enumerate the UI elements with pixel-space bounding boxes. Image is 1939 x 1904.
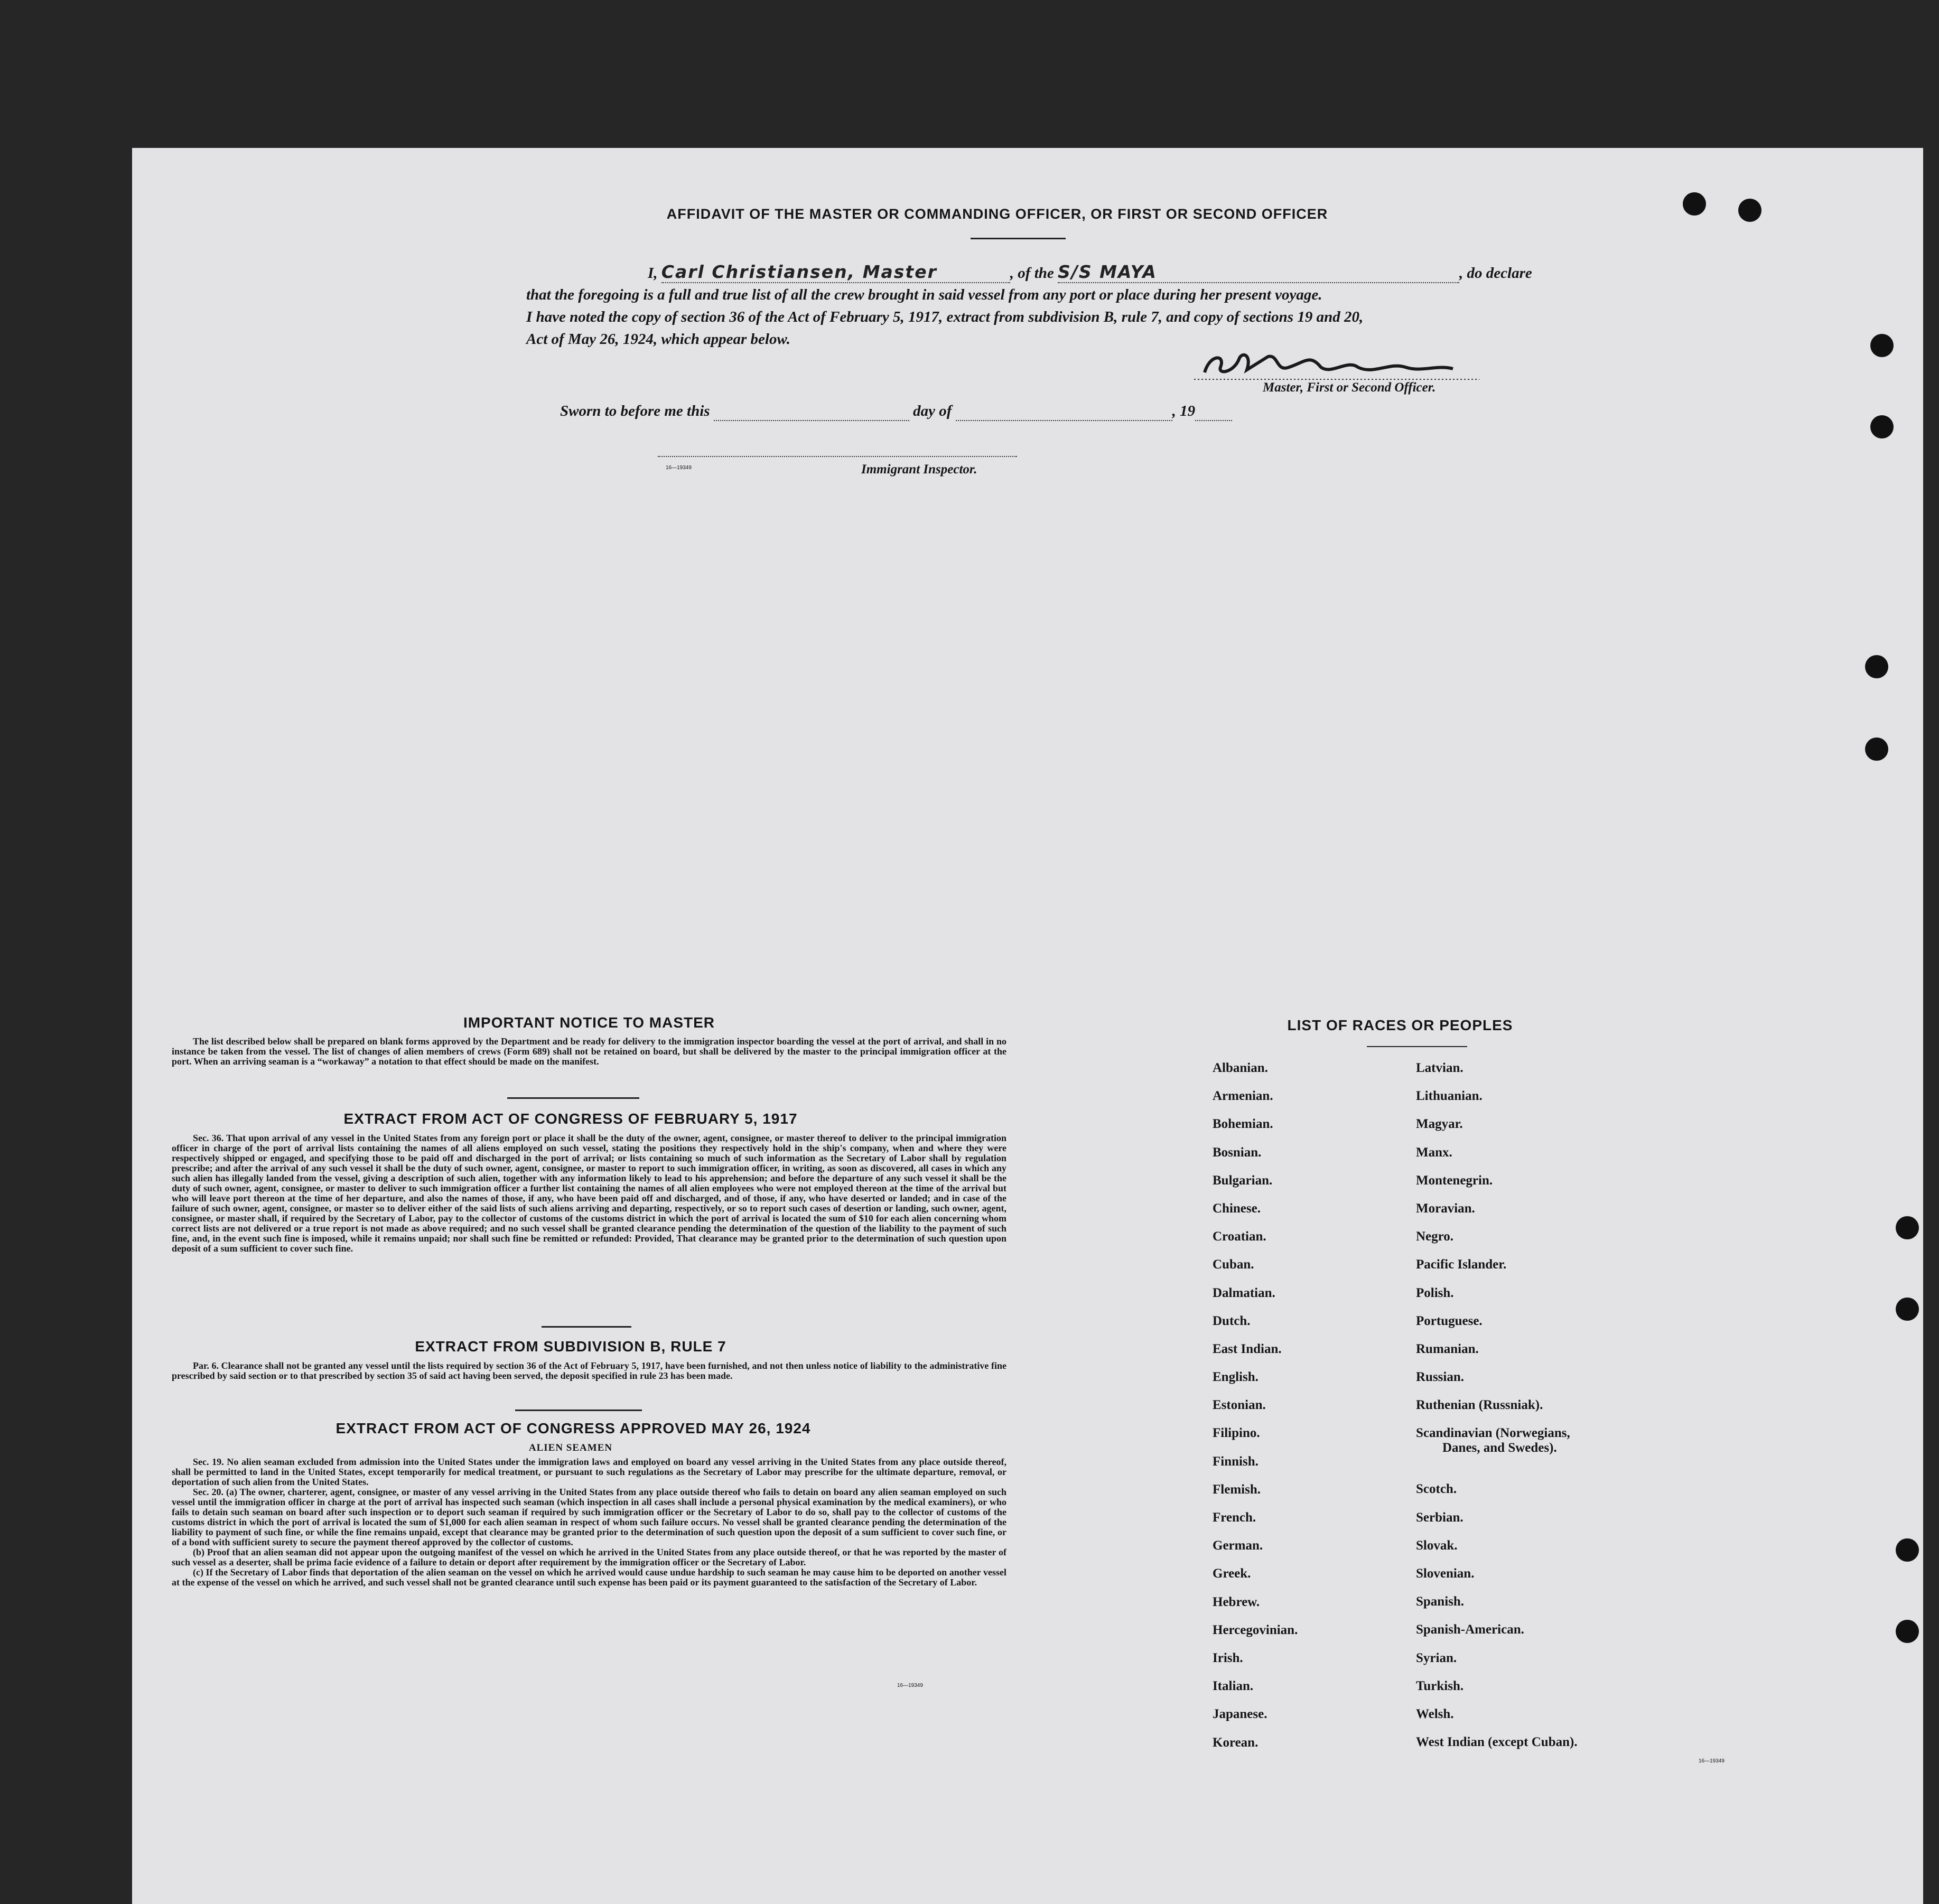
affidavit-line-1 [526,262,1636,283]
race-item: Pacific Islander. [1416,1257,1507,1272]
of-the-label: , of the [1010,265,1054,282]
sworn-line [560,403,1232,421]
race-item: Korean. [1213,1735,1259,1750]
section-divider [515,1410,642,1411]
punch-hole [1896,1216,1919,1239]
race-item: French. [1213,1510,1256,1525]
affidavit-title: AFFIDAVIT OF THE MASTER OR COMMANDING OFFICER, OR FIRST OR SECOND OFFICER [666,206,1328,222]
races-title: LIST OF RACES OR PEOPLES [1287,1017,1513,1033]
race-item: Dalmatian. [1213,1285,1275,1300]
rule7-title: EXTRACT FROM SUBDIVISION B, RULE 7 [415,1338,726,1355]
race-item: Finnish. [1213,1454,1259,1469]
punch-hole [1896,1298,1919,1321]
sec-36-paragraph: Sec. 36. That upon arrival of any vessel in the United States from any foreign port or place it shall be the duty of the owner, agent, consignee, or master thereof to deliver to the principal immigration officer in charge of the port of arrival lists containing the names of all aliens employed on such vessel, stating the positions they respectively hold in the ship's company, when and where they were respectively shipped or engaged, and specifying those to be paid off and discharged in the port of arrival; or lists containing so much of such information as the Secretary of Labor shall by regulation prescribe; and after the arrival of any such vessel it shall be the duty of such owner, agent, consignee, or master to report to such immigration officer, in writing, as soon as discovered, all cases in which any such alien has illegally landed from the vessel, giving a description of such alien, together with any information likely to lead to his apprehension; and before the departure of any such vessel it shall be the duty of such owner, agent, consignee, or master to deliver to such immigration officer a further list containing the names of all alien employees who were not employed thereon at the time of the arrival but who will leave port thereon at the time of her departure, and also the names of those, if any, who have been paid off and discharged, and of those, if any, who have deserted or landed; and in case of the failure of such owner, agent, consignee, or master so to deliver either of the said lists of such aliens arriving and departing, respectively, or so to report such cases of desertion or landing, such owner, agent, consignee, or master shall, if required by the Secretary of Labor, pay to the collector of customs of the customs district in which the port of arrival is located the sum of $10 for each alien concerning whom correct lists are not delivered or a true report is not made as above required; and no such vessel shall be granted clearance pending the determination of the question of the liability to the payment of such fine, and, in the event such fine is imposed, while it remains unpaid; nor shall such fine be remitted or refunded: Provided, That clearance may be granted prior to the determination of such question upon deposit of a sum sufficient to cover such fine. [172,1133,1006,1254]
master-name-field[interactable]: Carl Christiansen, Master [661,262,1010,283]
sec-19-paragraph: Sec. 19. No alien seaman excluded from admission into the United States under the immigration laws and employed on board any vessel arriving in the United States from any place outside thereof, shall be permitted to land in the United States, except temporarily for medical treatment, or pursuant to such regulations as the Secretary of Labor may prescribe for the ultimate departure, removal, or deportation of such alien from the United States. [172,1457,1006,1487]
affidavit-line-2: that the foregoing is a full and true list of all the crew brought in said vessel from any port or place during her present voyage. [526,286,1322,303]
form-number: 16—19349 [897,1683,923,1688]
race-item: Scandinavian (Norwegians, [1416,1426,1570,1441]
par-6-paragraph: Par. 6. Clearance shall not be granted any vessel until the lists required by section 36 of the Act of February 5, 1917, have been furnished, and not then unless notice of liability to the administrative fine prescribed by said section or to that prescribed by section 35 of said act having been served, the deposit specified in rule 23 has been made. [172,1360,1006,1381]
race-item: Chinese. [1213,1201,1261,1216]
sec-20c-paragraph: (c) If the Secretary of Labor finds that deportation of the alien seaman on the vessel on which he arrived would cause undue hardship to such seaman he may cause him to be deported on another vessel at the expense of the vessel on which he arrived, and such vessel shall not be granted clearance until such expense has been paid or its payment guaranteed to the satisfaction of the Secretary of Labor. [172,1567,1006,1588]
race-item: Scotch. [1416,1482,1457,1497]
race-item: Serbian. [1416,1510,1463,1525]
race-item: Lithuanian. [1416,1089,1483,1104]
race-item: Slovak. [1416,1538,1458,1553]
race-item: Hercegovinian. [1213,1622,1298,1637]
extract-1924-text [172,1457,1006,1588]
race-item: Moravian. [1416,1201,1475,1216]
race-item: Hebrew. [1213,1594,1260,1609]
races-left-column [1213,1061,1298,1763]
form-number: 16—19349 [666,465,692,471]
title-divider [971,238,1066,239]
race-item: Welsh. [1416,1706,1454,1721]
master-signature [1189,343,1485,386]
punch-hole [1870,334,1894,357]
race-item: Bulgarian. [1213,1173,1273,1188]
punch-hole [1865,655,1888,678]
punch-hole [1896,1620,1919,1643]
race-item: Syrian. [1416,1650,1457,1665]
race-item: Bohemian. [1213,1117,1273,1132]
year-label: , 19 [1172,403,1196,419]
race-item: Portuguese. [1416,1313,1483,1328]
document-sheet [132,148,1923,1904]
race-item: Magyar. [1416,1117,1463,1132]
punch-hole [1896,1538,1919,1562]
affidavit-line-4: Act of May 26, 1924, which appear below. [526,331,790,348]
sec-20b-paragraph: (b) Proof that an alien seaman did not appear upon the outgoing manifest of the vessel on which he arrived in the United States from any place outside thereof, or that he was reported by the master of such vessel as a deserter, shall be prima facie evidence of a failure to detain or deport after requirement by the immigration officer or the Secretary of Labor. [172,1547,1006,1567]
race-item: Croatian. [1213,1229,1266,1244]
race-item: Manx. [1416,1145,1452,1160]
section-divider [542,1326,631,1328]
race-item: Flemish. [1213,1482,1261,1497]
race-item: Dutch. [1213,1313,1251,1328]
race-item: Rumanian. [1416,1341,1479,1356]
inspector-signature-line [658,456,1017,457]
section-divider [507,1097,639,1099]
affidavit-prefix: I, [648,265,658,282]
sec-20a-paragraph: Sec. 20. (a) The owner, charterer, agent, consignee, or master of any vessel arriving in the United States from any place outside thereof who fails to detain on board any alien seaman employed on such vessel until the immigration officer in charge at the port of arrival has inspected such seaman (which inspection in all cases shall include a personal physical examination by the medical examiners), or who fails to detain such seaman on board after such inspection or to deport such seaman if required by such immigration officer or the Secretary of Labor to do so, shall pay to the collector of customs of the customs district in which the port of arrival is located the sum of $1,000 for each alien seaman in respect of whom such failure occurs. No vessel shall be granted clearance pending the determination of the liability to payment of such fine, or while the fine remains unpaid, except that clearance may be granted prior to the determination of such question upon the deposit of a sum sufficient to cover such fine, or of a bond with sufficient surety to secure the payment thereof approved by the collector of customs. [172,1487,1006,1547]
race-item: Danes, and Swedes). [1442,1441,1557,1455]
inspector-caption: Immigrant Inspector. [861,462,977,477]
sworn-year-field[interactable] [1195,403,1232,421]
notice-paragraph: The list described below shall be prepared on blank forms approved by the Department and be ready for delivery to the immigration inspector boarding the vessel at the port of arrival, and shall in no instance be taken from the vessel. The list of changes of alien members of crews (Form 689) shall not be retained on board, but shall be delivered by the master to the principal immigration officer at the port. When an arriving seaman is a “workaway” a notation to that effect should be made on the manifest. [172,1036,1006,1067]
race-item: Albanian. [1213,1061,1268,1075]
race-item: Montenegrin. [1416,1173,1493,1188]
vessel-name-field[interactable]: S/S MAYA [1058,262,1459,283]
race-item: Filipino. [1213,1426,1260,1441]
race-item: Polish. [1416,1285,1454,1300]
punch-hole [1865,738,1888,761]
sworn-label: Sworn to before me this [560,403,710,419]
race-item: Latvian. [1416,1061,1463,1075]
rule7-text [172,1361,1006,1381]
race-item: Spanish-American. [1416,1622,1524,1637]
race-item: Slovenian. [1416,1566,1475,1581]
signature-caption: Master, First or Second Officer. [1263,380,1436,395]
race-item: West Indian (except Cuban). [1416,1735,1578,1750]
extract-1917-title: EXTRACT FROM ACT OF CONGRESS OF FEBRUARY 5, 1917 [343,1110,798,1127]
race-item: Ruthenian (Russniak). [1416,1398,1543,1413]
race-item: Irish. [1213,1650,1243,1665]
race-item: Greek. [1213,1566,1251,1581]
declare-label: , do declare [1459,265,1532,282]
day-of-label: day of [913,403,952,419]
race-item: Spanish. [1416,1594,1465,1609]
race-item: Turkish. [1416,1678,1464,1693]
race-item: Bosnian. [1213,1145,1262,1160]
extract-1924-title: EXTRACT FROM ACT OF CONGRESS APPROVED MAY 26, 1924 [335,1420,811,1436]
race-item: German. [1213,1538,1263,1553]
punch-hole [1870,415,1894,438]
extract-1917-text [172,1133,1006,1254]
race-item: Estonian. [1213,1398,1266,1413]
sworn-month-field[interactable] [956,403,1172,421]
race-item: Russian. [1416,1370,1465,1385]
form-number: 16—19349 [1699,1758,1724,1764]
race-item: Japanese. [1213,1707,1267,1722]
sworn-day-field[interactable] [714,403,909,421]
race-item: East Indian. [1213,1341,1282,1356]
races-right-column [1416,1061,1578,1763]
races-divider [1367,1046,1467,1047]
notice-text [172,1037,1006,1067]
race-item: Cuban. [1213,1257,1254,1272]
race-item: Italian. [1213,1679,1254,1694]
affidavit-line-3: I have noted the copy of section 36 of the Act of February 5, 1917, extract from subdivision B, rule 7, and copy of sections 19 and 20, [526,309,1364,325]
notice-title: IMPORTANT NOTICE TO MASTER [463,1014,715,1031]
race-item: Negro. [1416,1229,1454,1244]
race-item: Armenian. [1213,1089,1273,1104]
alien-seamen-subtitle: ALIEN SEAMEN [528,1442,613,1453]
race-item: English. [1213,1370,1259,1385]
